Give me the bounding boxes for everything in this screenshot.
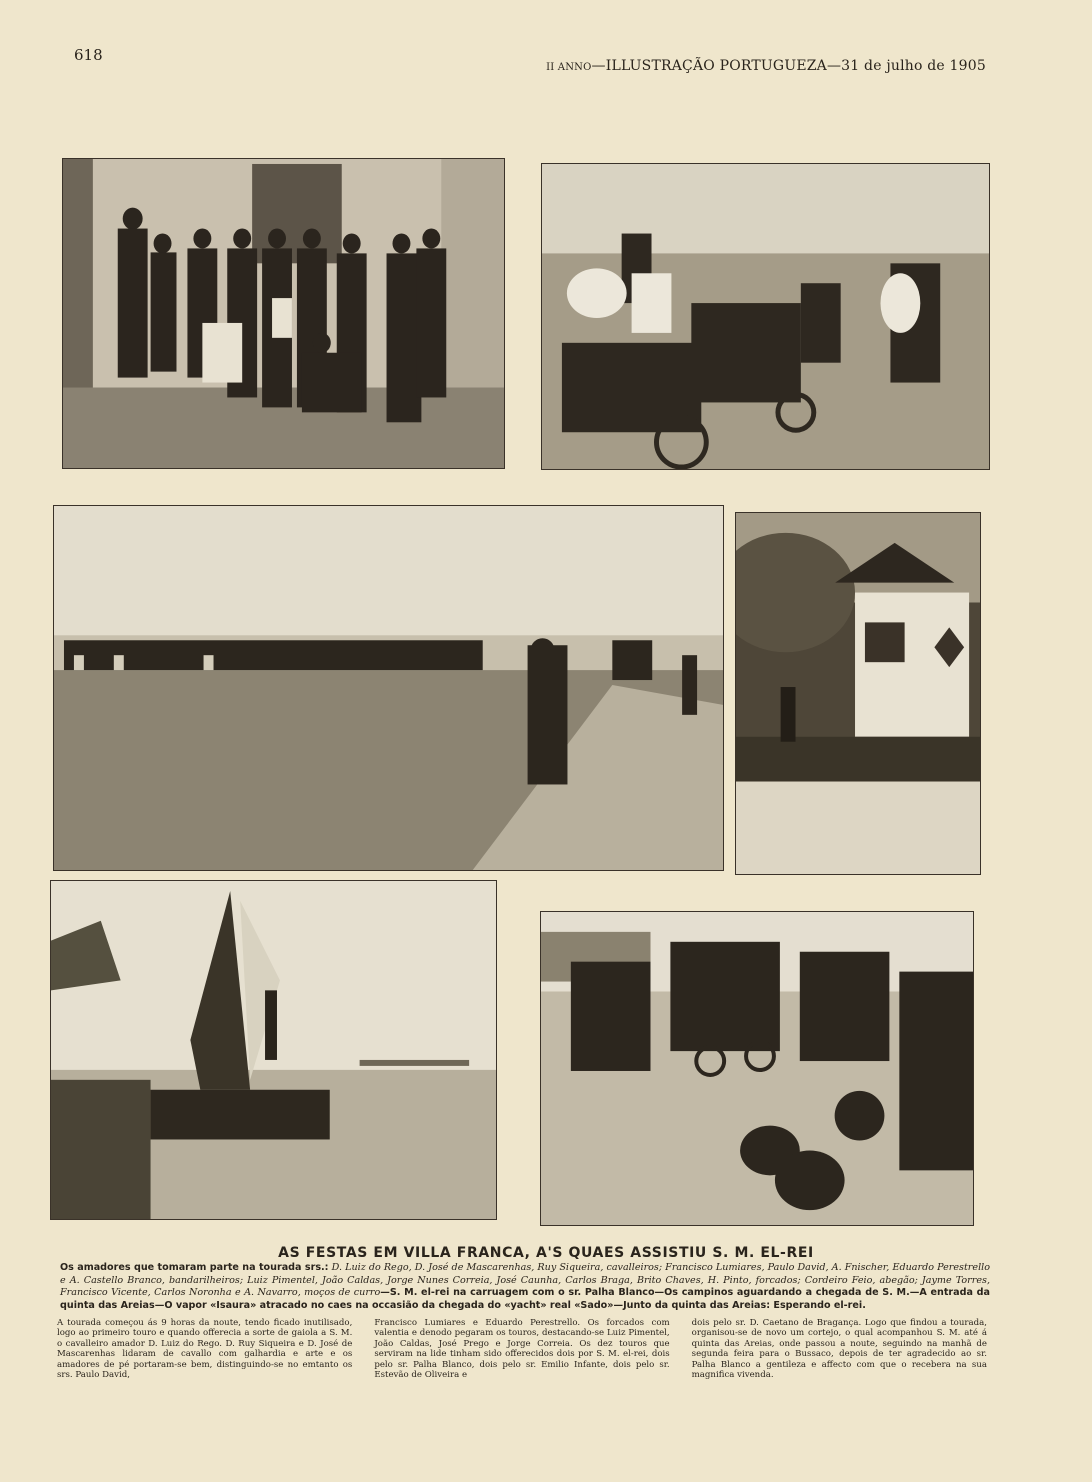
page-number: 618 xyxy=(74,46,103,64)
running-head-title: —ILLUSTRAÇÃO PORTUGUEZA—31 de julho de 1905 xyxy=(591,58,986,74)
photo-yacht-isaura xyxy=(50,880,497,1220)
article-column-2: Francisco Lumiares e Eduardo Perestrello. Os forcados com valentia e denodo pegaram os touros, destacando-se Luiz Pimentel, João Caldas, José Prego e Jorge Correia. Os dez touros que serviram na lide tinham sido offerecidos dois por S. M. el-rei, dois pelo sr. Palha Blanco, dois pelo sr. Emilio Infante, dois pelo sr. Estevão de Oliveira e xyxy=(374,1318,670,1381)
photo-campinos-field xyxy=(53,505,724,871)
running-head-volume: II ANNO xyxy=(546,62,592,73)
caption-lead: Os amadores que tomaram parte na tourada srs.: xyxy=(60,1262,329,1273)
caption-names: D. Luiz do Rego, D. José de Mascarenhas, Ruy Siqueira, cavalleiros; Francisco Lumiares, Paulo David, A. Fnischer, Eduardo Perestrello e A. Castello Branco, bandarilheiros; Luiz Pimentel, João Caldas, Jorge Nunes Correia, José Caunha, Carlos Braga, Brito Chaves, H. Pinto, forcados; Cordeiro Feio, abegão; Jayme Torres, Francisco Vicente, Carlos Noronha e A. Navarro, moços de curro xyxy=(60,1262,990,1298)
photo-quinta-entrance xyxy=(540,911,974,1226)
photo-pavilion xyxy=(735,512,981,875)
article-column-1: A tourada começou ás 9 horas da noute, tendo ficado inutilisado, logo ao primeiro touro e quando offerecia a sorte de gaiola a S. M. o cavalleiro amador D. Luiz do Rego. D. Ruy Siqueira e D. José de Mascarenhas lidaram de cavallo com galhardia e arte e os amadores de pé portaram-se bem, distinguindo-se no emtanto os srs. Paulo David, xyxy=(57,1318,353,1381)
caption-title: AS FESTAS EM VILLA FRANCA, A'S QUAES ASSISTIU S. M. EL-REI xyxy=(278,1245,814,1261)
photo-group-amadores xyxy=(62,158,505,469)
article-column-3: dois pelo sr. D. Caetano de Bragança. Logo que findou a tourada, organisou-se de novo um cortejo, o qual acompanhou S. M. até á quinta das Areias, onde passou a noute, seguindo na manhã de segunda feira para o Bussaco, depois de ter agradecido ao sr. Palha Blanco a gentileza e affecto com que o recebera na sua magnifica vivenda. xyxy=(691,1318,987,1381)
article-columns xyxy=(57,1318,987,1380)
running-head xyxy=(546,58,986,74)
caption-rest: —S. M. el-rei na carruagem com o sr. Palha Blanco—Os campinos aguardando a chegada de S. M.—A entrada da quinta das Areias—O vapor «Isaura» atracado no caes na occasião da chegada do «yacht» real «Sado»—Junto da quinta das Areias: Esperando el-rei. xyxy=(60,1287,991,1311)
photo-carriage-riders xyxy=(541,163,990,470)
caption-body xyxy=(60,1262,990,1312)
